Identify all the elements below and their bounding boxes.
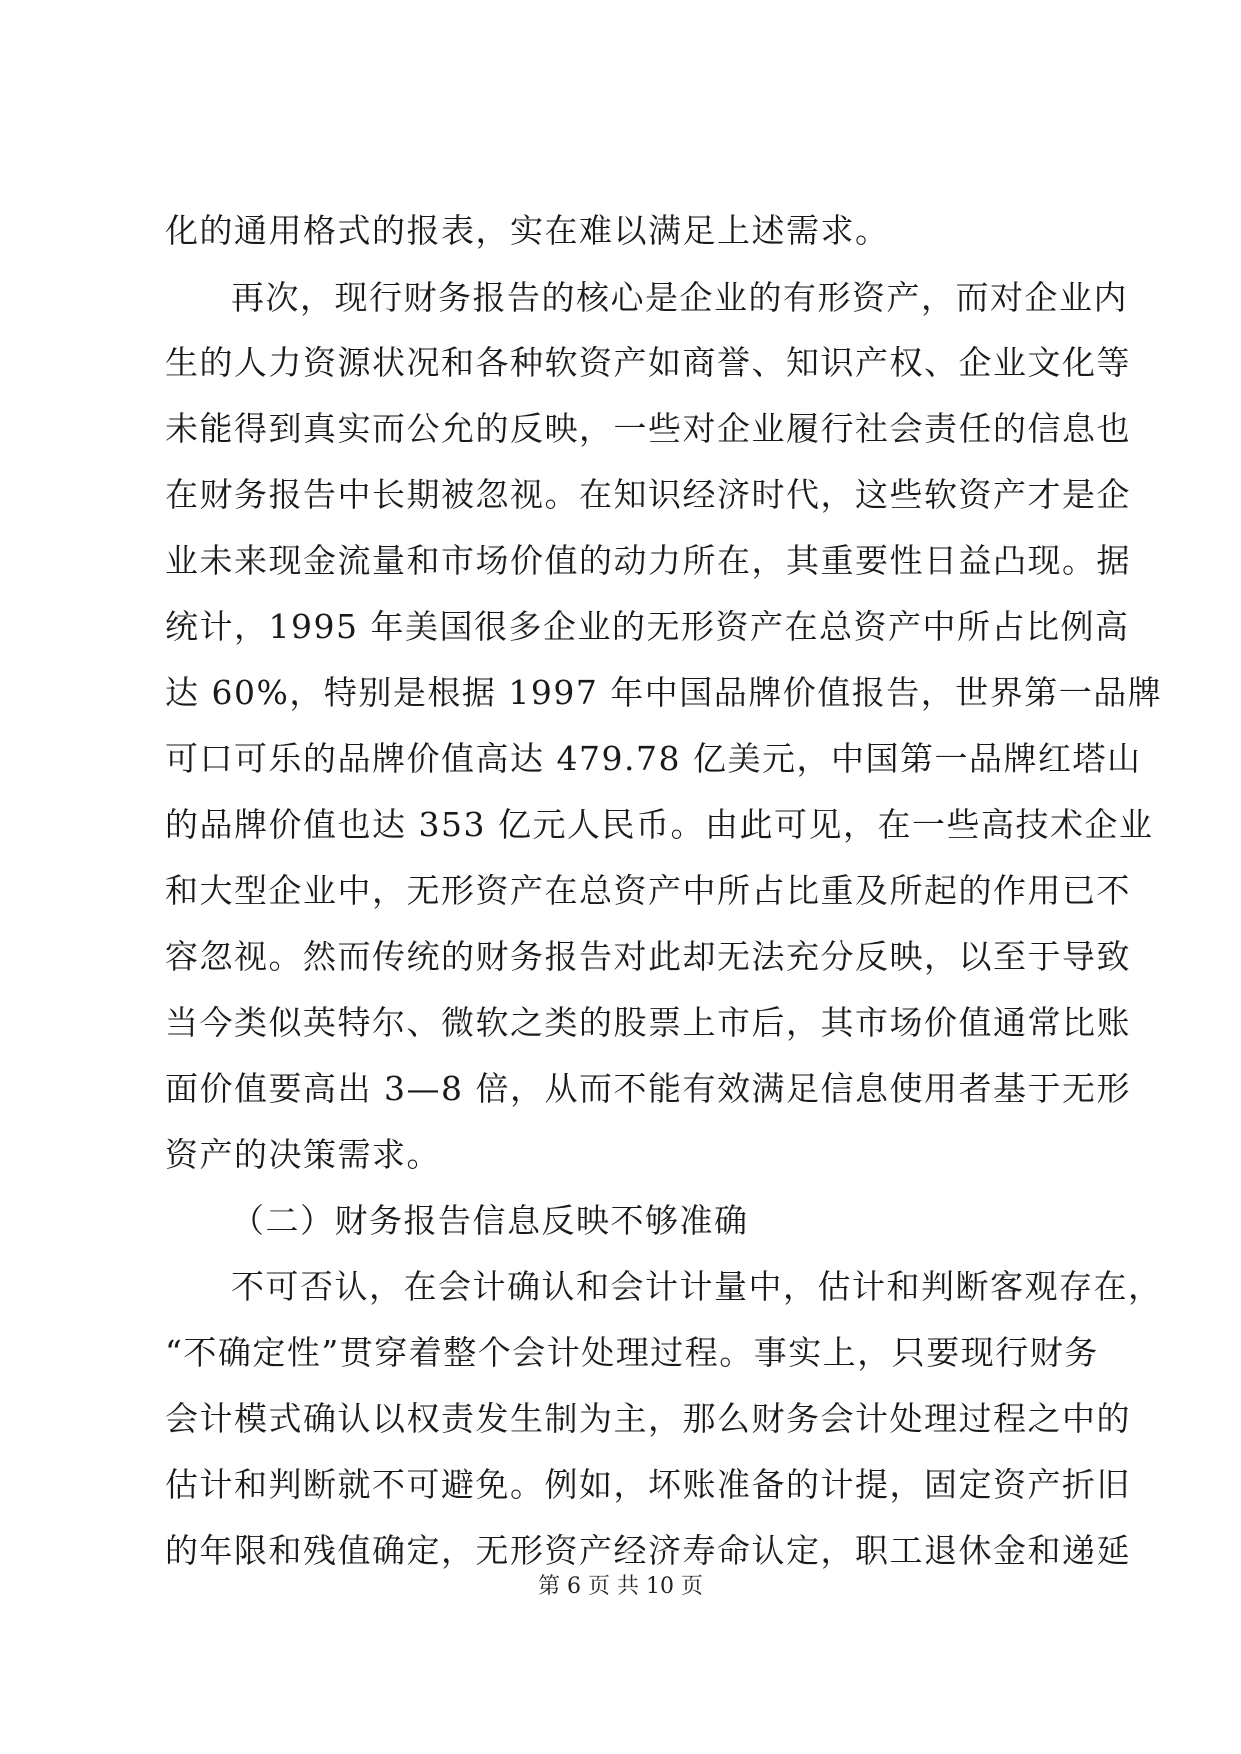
text-line: 业未来现金流量和市场价值的动力所在，其重要性日益凸现。据 — [165, 541, 1131, 580]
text-line: 会计模式确认以权责发生制为主，那么财务会计处理过程之中的 — [165, 1399, 1131, 1438]
page-indicator: 第 6 页 共 10 页 — [538, 1574, 703, 1599]
text-line: 化的通用格式的报表，实在难以满足上述需求。 — [165, 211, 890, 250]
text-line: 再次，现行财务报告的核心是企业的有形资产，而对企业内 — [231, 278, 1128, 317]
text-line: 未能得到真实而公允的反映，一些对企业履行社会责任的信息也 — [165, 409, 1131, 448]
text-line: 达 60%，特别是根据 1997 年中国品牌价值报告，世界第一品牌 — [165, 673, 1163, 712]
text-line: 可口可乐的品牌价值高达 479.78 亿美元，中国第一品牌红塔山 — [165, 739, 1142, 778]
text-line: 资产的决策需求。 — [165, 1135, 441, 1174]
text-line: 的年限和残值确定，无形资产经济寿命认定，职工退休金和递延 — [165, 1531, 1131, 1570]
text-line: 容忽视。然而传统的财务报告对此却无法充分反映，以至于导致 — [165, 937, 1131, 976]
page-footer — [0, 1572, 1241, 1602]
section-heading: （二）财务报告信息反映不够准确 — [231, 1201, 749, 1240]
text-line: 不可否认，在会计确认和会计计量中，估计和判断客观存在， — [231, 1267, 1163, 1306]
text-line: “不确定性”贯穿着整个会计处理过程。事实上，只要现行财务 — [165, 1333, 1099, 1372]
text-line: 在财务报告中长期被忽视。在知识经济时代，这些软资产才是企 — [165, 475, 1131, 514]
text-line: 和大型企业中，无形资产在总资产中所占比重及所起的作用已不 — [165, 871, 1131, 910]
text-line: 统计，1995 年美国很多企业的无形资产在总资产中所占比例高 — [165, 607, 1130, 646]
text-line: 估计和判断就不可避免。例如，坏账准备的计提，固定资产折旧 — [165, 1465, 1131, 1504]
text-line: 当今类似英特尔、微软之类的股票上市后，其市场价值通常比账 — [165, 1003, 1131, 1042]
text-line: 面价值要高出 3—8 倍，从而不能有效满足信息使用者基于无形 — [165, 1069, 1131, 1108]
text-line: 的品牌价值也达 353 亿元人民币。由此可见，在一些高技术企业 — [165, 805, 1154, 844]
text-line: 生的人力资源状况和各种软资产如商誉、知识产权、企业文化等 — [165, 343, 1131, 382]
